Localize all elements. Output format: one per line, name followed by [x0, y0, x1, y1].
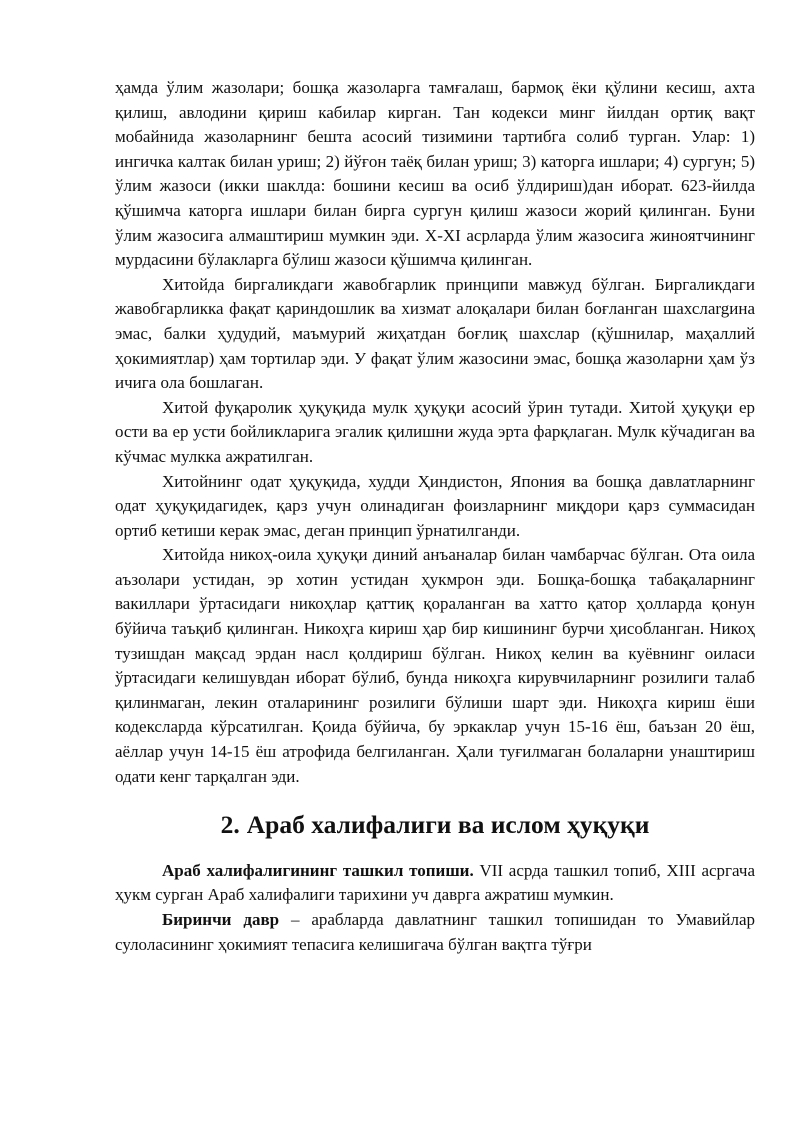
section-heading [115, 810, 755, 840]
document-page [115, 76, 755, 957]
section-number: 2. [220, 810, 240, 840]
paragraph-caliphate-formation-lead: Араб халифалигининг ташкил топиши. [162, 860, 474, 880]
paragraph-customary-law: Хитойнинг одат ҳуқуқида, худди Ҳиндистон, Япония ва бошқа давлатларнинг одат ҳуқуқидагидек, қарз учун олинадиган фоизларнинг миқдори қарз суммасидан ортиб кетиши керак эмас, деган принцип ўрнатилганди. [115, 471, 755, 540]
paragraph-collective-liability: Хитойда биргаликдаги жавобгарлик принципи мавжуд бўлган. Биргаликдаги жавобгарликка фақат қариндошлик ва хизмат алоқалари билан боғланган шахслargина эмас, балки ҳудудий, маъмурий жиҳатдан боғлиқ шахслар (қўшнилар, маҳаллий ҳокимиятлар) ҳам тортилар эди. У фақат ўлим жазосини эмас, бошқа жазоларни ҳам ўз ичига ола бошлаган. [115, 274, 755, 393]
paragraph-property-law: Хитой фуқаролик ҳуқуқида мулк ҳуқуқи асосий ўрин тутади. Хитой ҳуқуқи ер ости ва ер усти бойликларига эгалик қилишни жуда эрта фарқлаган. Мулк кўчадиган ва кўчмас мулкка ажратилган. [115, 397, 755, 466]
paragraph-first-period [115, 908, 755, 957]
paragraph-first-period-lead: Биринчи давр [162, 910, 280, 929]
paragraph-family-law: Хитойда никоҳ-оила ҳуқуқи диний анъаналар билан чамбарчас бўлган. Ота оила аъзолари устидан, эр хотин устидан ҳукмрон эди. Бошқа-бошқа табақаларнинг вакиллари ўртасидаги никоҳлар қаттиқ қораланган ва хатто қатор ҳолларда қонун бўйича таъқиб қилинган. Никоҳга кириш ҳар бир кишининг бурчи ҳисобланган. Никоҳ тузишдан мақсад эрдан насл қолдириш бўлган. Никоҳ келин ва куёвнинг оиласи ўртасидаги келишувдан иборат бўлиб, бунда никоҳга кирувчиларнинг розилиги талаб қилинмаган, лекин оталарининг розилиги бўлиши шарт эди. Никоҳга кириш ёши кодексларда кўрсатилган. Қоида бўйича, бу эркаклар учун 15-16 ёш, баъзан 20 ёш, аёллар учун 14-15 ёш атрофида белгиланган. Ҳали туғилмаган болаларни унаштириш одати кенг тарқалган эди. [115, 545, 755, 786]
paragraph-caliphate-formation-text: VII асрда ташкил топиб, XIII асргача ҳукм сурган Араб халифалиги тарихини уч даврга ажратиш мумкин. [115, 860, 755, 905]
paragraph-punishments: ҳамда ўлим жазолари; бошқа жазоларга тамғалаш, бармоқ ёки қўлини кесиш, ахта қилиш, авлодини қириш кабилар кирган. Тан кодекси минг йилдан ортиқ вақт мобайнида жазоларнинг бешта асосий тизимини тартибга солиб турган. Улар: 1) ингичка калтак билан уриш; 2) йўғон таёқ билан уриш; 3) каторга ишлари; 4) сургун; 5) ўлим жазоси (икки шаклда: бошини кесиш ва осиб ўлдириш)дан иборат. 623-йилда қўшимча каторга ишлари билан бирга сургун қилиш жазоси жорий қилинган. Буни ўлим жазосига алмаштириш мумкин эди. X-XI асрларда ўлим жазосига жиноятчининг мурдасини бўлакларга бўлиш жазоси қўшимча қилинган. [115, 78, 755, 270]
paragraph-first-period-text: – арабларда давлатнинг ташкил топишидан то Умавийлар сулоласининг ҳокимият тепасига келишигача бўлган вақтга тўғри [115, 910, 755, 954]
paragraph-caliphate-formation [115, 859, 755, 908]
section-title: Араб халифалиги ва ислом ҳуқуқи [246, 810, 650, 840]
